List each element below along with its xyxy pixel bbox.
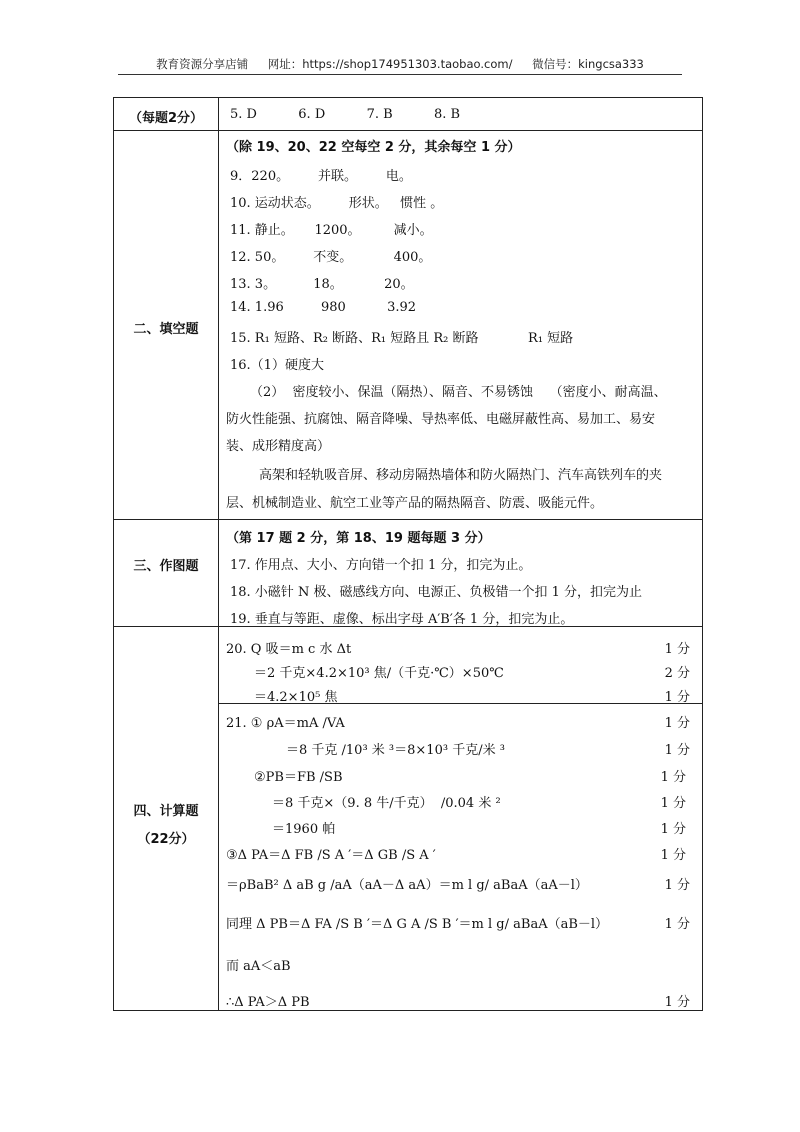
drawing-line: 17. 作用点、大小、方向错一个扣 1 分，扣完为止。 [230,558,532,573]
q20-score: 2 分 [664,666,690,681]
section3-note: （第 17 题 2 分，第 18、19 题每题 3 分） [226,531,491,546]
section2-label: 二、填空题 [133,322,199,337]
q21-line: ②PB＝FB /SB [254,770,343,785]
q21-score: 1 分 [664,917,690,932]
fill-line: 14. 1.96 980 3.92 [230,300,417,315]
q20-score: 1 分 [664,690,690,705]
fill-line: 13. 3。 18。 20。 [230,277,414,292]
q21-line: ＝ρBaB² Δ aB g /aA（aA－Δ aA）＝m l g/ aBaA（aA－l） [226,878,588,893]
fill-line: 16.（1）硬度大 [230,358,324,373]
fill-line: 12. 50。 不变。 400。 [230,250,432,265]
section2-note: （除 19、20、22 空每空 2 分，其余每空 1 分） [226,140,521,155]
shop-name: 教育资源分享店铺 [156,57,249,71]
header-divider [118,74,682,75]
q21-score: 1 分 [660,822,686,837]
q21-score: 1 分 [664,995,690,1010]
section3-label: 三、作图题 [133,559,199,574]
q21-line: 21. ① ρA＝mA /VA [226,716,345,731]
q21-score: 1 分 [660,796,686,811]
q21-score: 1 分 [664,878,690,893]
q21-score: 1 分 [664,716,690,731]
fill-line: 10. 运动状态。 形状。 惯性 。 [230,196,444,211]
wechat-id: 微信号：kingcsa333 [532,57,644,71]
q20-line: ＝4.2×10⁵ 焦 [254,690,338,705]
q21-line: ③Δ PA＝Δ FB /S A ′＝Δ GB /S A ′ [226,848,436,863]
q20-score: 1 分 [664,642,690,657]
q20-line: ＝2 千克×4.2×10³ 焦/（千克·℃）×50℃ [254,666,504,681]
row-divider [114,519,702,520]
fill-line: （2） 密度较小、保温（隔热）、隔音、不易锈蚀 （密度小、耐高温、 [250,385,667,400]
q21-line: ＝8 千克×（9. 8 牛/千克） /0.04 米 ² [272,796,501,811]
drawing-line: 19. 垂直与等距、虚像、标出字母 A′B′各 1 分，扣完为止。 [230,612,574,627]
q21-score: 1 分 [660,848,686,863]
row-divider [114,130,702,131]
fill-line: 9．220。 并联。 电。 [230,169,412,184]
q21-line: 同理 Δ PB＝Δ FA /S B ′＝Δ G A /S B ′＝m l g/ aBaA（aB－l） [226,917,609,932]
fill-line: 层、机械制造业、航空工业等产品的隔热隔音、防震、吸能元件。 [226,496,604,511]
column-divider [218,98,219,1010]
q20-line: 20. Q 吸＝m c 水 Δt [226,642,352,657]
section1-label: （每题2分） [128,111,204,126]
fill-line: 15. R₁ 短路、R₂ 断路、R₁ 短路且 R₂ 断路 R₁ 短路 [230,331,574,346]
shop-url: 网址：https://shop174951303.taobao.com/ [267,57,513,71]
q21-score: 1 分 [664,743,690,758]
section4-points: （22分） [137,832,195,847]
fill-line: 11. 静止。 1200。 减小。 [230,223,433,238]
page-header [120,56,680,72]
q21-score: 1 分 [660,770,686,785]
fill-line: 防火性能强、抗腐蚀、隔音降噪、导热率低、电磁屏蔽性高、易加工、易安 [226,412,656,427]
section1-answers: 5. D 6. D 7. B 8. B [230,107,461,122]
answer-table [113,97,703,1011]
q21-line: ∴Δ PA＞Δ PB [226,995,310,1010]
q21-line: ＝1960 帕 [272,822,336,837]
fill-line: 高架和轻轨吸音屏、移动房隔热墙体和防火隔热门、汽车高铁列车的夹 [259,468,663,483]
fill-line: 装、成形精度高） [226,439,331,454]
drawing-line: 18. 小磁针 N 极、磁感线方向、电源正、负极错一个扣 1 分，扣完为止 [230,585,642,600]
section4-label: 四、计算题 [133,804,199,819]
q21-line: 而 aA＜aB [226,959,291,974]
q21-line: ＝8 千克 /10³ 米 ³＝8×10³ 千克/米 ³ [286,743,505,758]
